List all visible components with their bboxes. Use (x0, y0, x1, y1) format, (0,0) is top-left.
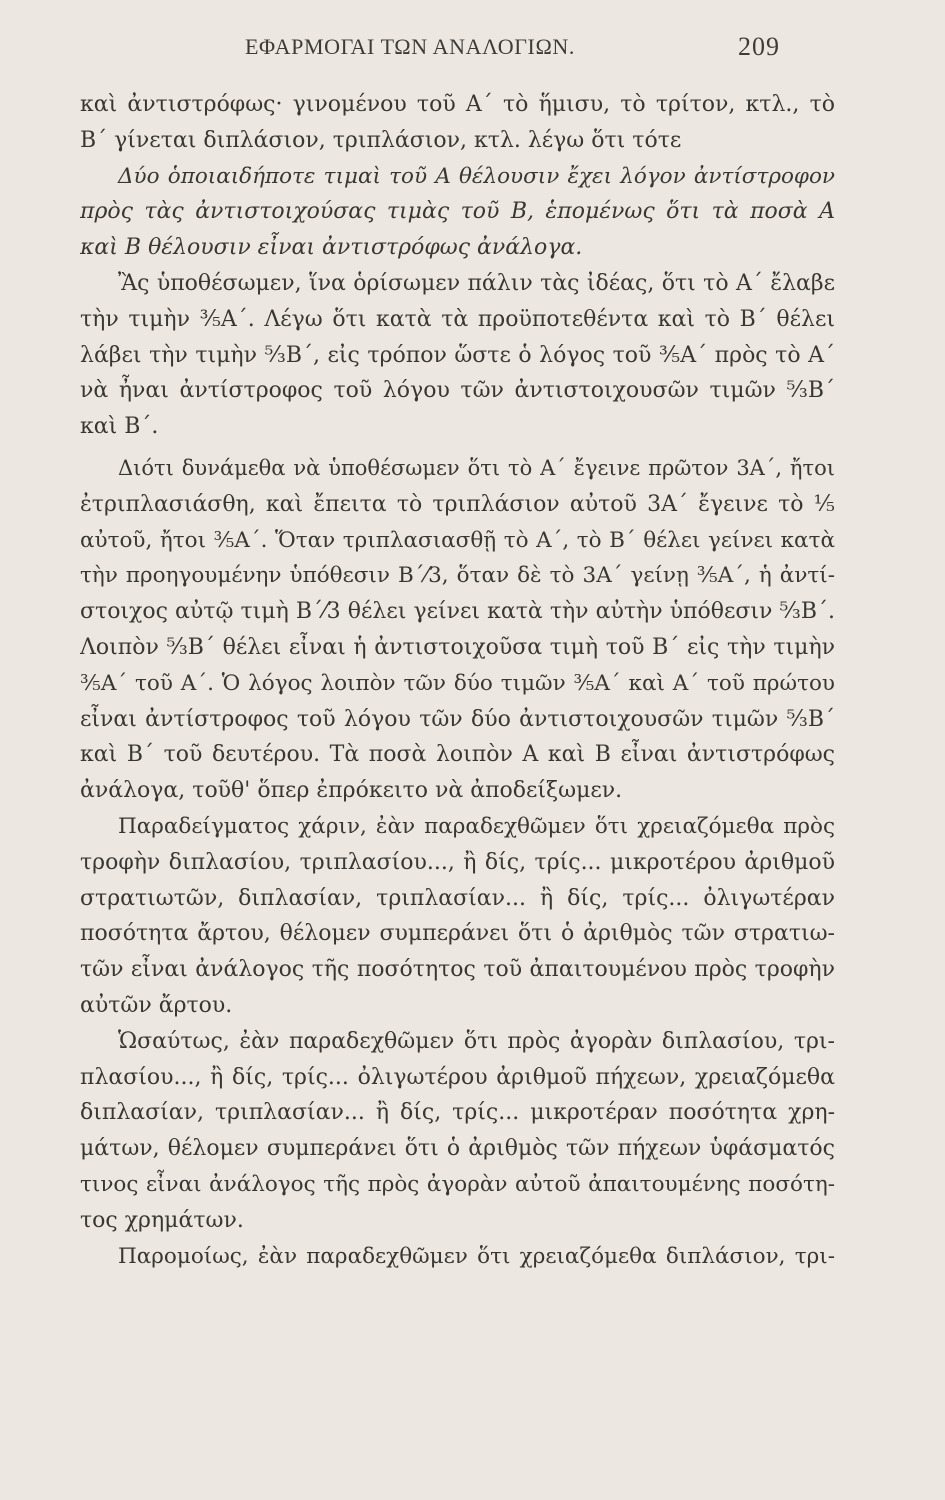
theorem-line: Δύο ὁποιαιδήποτε τιμαὶ τοῦ Α θέλουσιν ἔχει λόγον ἀντίστροφον (118, 163, 835, 189)
text-line: τινος εἶναι ἀνάλογος τῆς πρὸς ἀγορὰν αὐτοῦ ἀπαιτουμένης ποσότη- (80, 1171, 835, 1197)
theorem-line: καὶ Β θέλουσιν εἶναι ἀντιστρόφως ἀνάλογα. (80, 235, 583, 261)
text-line: αὐτοῦ, ἤτοι ³⁄₅Α΄. Ὅταν τριπλασιασθῇ τὸ Α΄, τὸ Β΄ θέλει γείνει κατὰ (80, 527, 835, 553)
text-line: πλασίου..., ἢ δίς, τρίς... ὀλιγωτέρου ἀριθμοῦ πήχεων, χρειαζόμεθα (80, 1064, 835, 1090)
page-body (80, 87, 835, 1274)
text-line: τος χρημάτων. (80, 1207, 244, 1233)
text-line: Λοιπὸν ⁵⁄₃Β΄ θέλει εἶναι ἡ ἀντιστοιχοῦσα τιμὴ τοῦ Β΄ εἰς τὴν τιμὴν (80, 634, 835, 660)
page-number: 209 (738, 32, 780, 61)
text-line: εἶναι ἀντίστροφος τοῦ λόγου τῶν δύο ἀντιστοιχουσῶν τιμῶν ⁵⁄₃Β΄ (80, 706, 835, 732)
text-line: ποσότητα ἄρτου, θέλομεν συμπεράνει ὅτι ὁ ἀριθμὸς τῶν στρατιω- (80, 921, 835, 947)
text-line: Παρομοίως, ἐὰν παραδεχθῶμεν ὅτι χρειαζόμεθα διπλάσιον, τρι- (118, 1243, 835, 1269)
text-line: καὶ Β΄. (80, 414, 159, 440)
text-line: στρατιωτῶν, διπλασίαν, τριπλασίαν... ἢ δίς, τρίς... ὀλιγωτέραν (80, 885, 835, 911)
text-line: καὶ ἀντιστρόφως· γινομένου τοῦ Α΄ τὸ ἥμισυ, τὸ τρίτον, κτλ., τὸ (80, 92, 835, 117)
text-line: ἐτριπλασιάσθη, καὶ ἔπειτα τὸ τριπλάσιον αὐτοῦ 3Α΄ ἔγεινε τὸ ¹⁄₅ (80, 491, 835, 517)
text-line: στοιχος αὐτῷ τιμὴ Β΄⁄3 θέλει γείνει κατὰ τὴν αὐτὴν ὑπόθεσιν ⁵⁄₃Β΄. (80, 599, 835, 625)
text-line: Διότι δυνάμεθα νὰ ὑποθέσωμεν ὅτι τὸ Α΄ ἔγεινε πρῶτον 3Α΄, ἤτοι (118, 455, 835, 480)
text-line: τὴν προηγουμένην ὑπόθεσιν Β΄⁄3, ὅταν δὲ τὸ 3Α΄ γείνῃ ³⁄₅Α΄, ἡ ἀντί- (80, 563, 835, 589)
text-line: Β΄ γίνεται διπλάσιον, τριπλάσιον, κτλ. λέγω ὅτι τότε (80, 127, 682, 153)
text-line: τῶν εἶναι ἀνάλογος τῆς ποσότητος τοῦ ἀπαιτουμένου πρὸς τροφὴν (80, 957, 835, 983)
text-line: νὰ ἦναι ἀντίστροφος τοῦ λόγου τῶν ἀντιστοιχουσῶν τιμῶν ⁵⁄₃Β΄ (80, 378, 835, 404)
text-line: λάβει τὴν τιμὴν ⁵⁄₃Β΄, εἰς τρόπον ὥστε ὁ λόγος τοῦ ³⁄₅Α΄ πρὸς τὸ Α΄ (80, 342, 835, 368)
running-header (0, 34, 945, 70)
running-title: ΕΦΑΡΜΟΓΑΙ ΤΩΝ ΑΝΑΛΟΓΙΩΝ. (245, 34, 576, 59)
text-line: διπλασίαν, τριπλασίαν... ἢ δίς, τρίς... μικροτέραν ποσότητα χρη- (80, 1100, 835, 1126)
text-line: τροφὴν διπλασίου, τριπλασίου..., ἢ δίς, τρίς... μικροτέρου ἀριθμοῦ (80, 849, 835, 875)
theorem-line: πρὸς τὰς ἀντιστοιχούσας τιμὰς τοῦ Β, ἑπομένως ὅτι τὰ ποσὰ Α (80, 199, 835, 225)
text-line: Παραδείγματος χάριν, ἐὰν παραδεχθῶμεν ὅτι χρειαζόμεθα πρὸς (118, 813, 835, 839)
text-line: τὴν τιμὴν ³⁄₅Α΄. Λέγω ὅτι κατὰ τὰ προϋποτεθέντα καὶ τὸ Β΄ θέλει (80, 306, 835, 332)
text-line: Ἂς ὑποθέσωμεν, ἵνα ὁρίσωμεν πάλιν τὰς ἰδέας, ὅτι τὸ Α΄ ἔλαβε (118, 270, 835, 296)
text-line: καὶ Β΄ τοῦ δευτέρου. Τὰ ποσὰ λοιπὸν Α καὶ Β εἶναι ἀντιστρόφως (80, 742, 835, 768)
text-line: μάτων, θέλομεν συμπεράνει ὅτι ὁ ἀριθμὸς τῶν πήχεων ὑφάσματός (80, 1136, 835, 1162)
text-line: Ὡσαύτως, ἐὰν παραδεχθῶμεν ὅτι πρὸς ἀγορὰν διπλασίου, τρι- (118, 1028, 835, 1054)
text-line: ³⁄₅Α΄ τοῦ Α΄. Ὁ λόγος λοιπὸν τῶν δύο τιμῶν ³⁄₅Α΄ καὶ Α΄ τοῦ πρώτου (80, 670, 835, 696)
text-line: αὐτῶν ἄρτου. (80, 992, 233, 1018)
text-line: ἀνάλογα, τοῦθ' ὅπερ ἐπρόκειτο νὰ ἀποδείξωμεν. (80, 778, 623, 804)
